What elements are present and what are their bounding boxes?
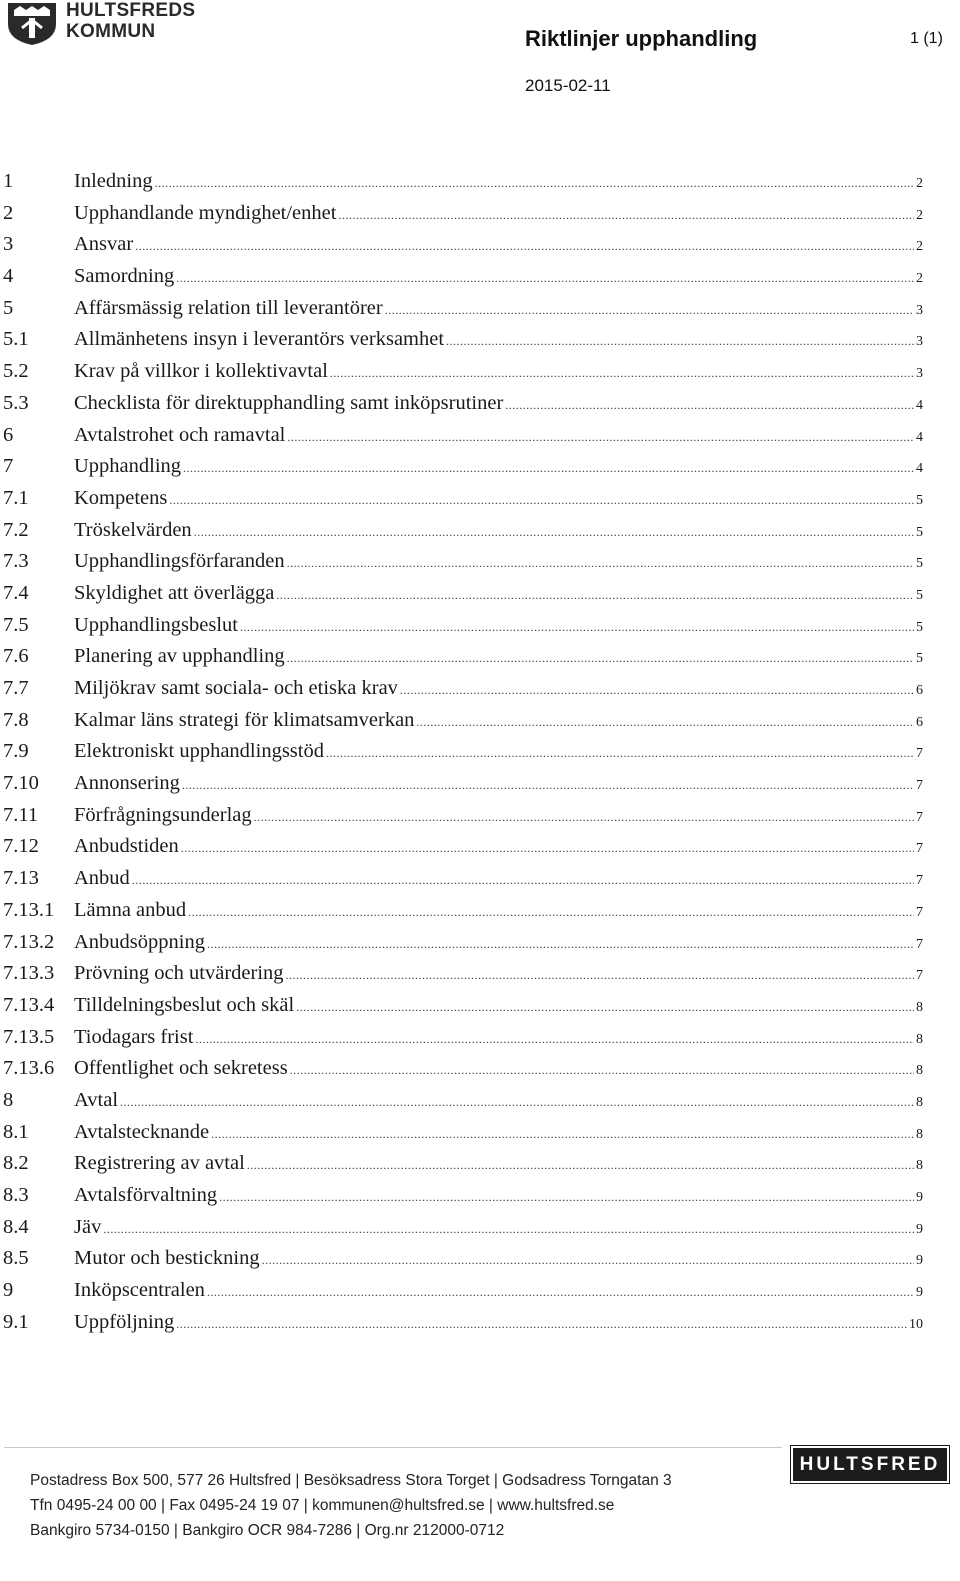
toc-entry[interactable] [3, 931, 923, 963]
toc-entry[interactable] [3, 487, 923, 519]
toc-entry-number: 7.13.3 [3, 962, 55, 985]
toc-entry-title: Avtalsförvaltning [74, 1184, 218, 1206]
toc-entry-page: 7 [916, 778, 923, 794]
toc-entry-number: 7.3 [3, 550, 29, 573]
toc-dot-leader [287, 556, 914, 571]
toc-dot-leader [211, 1127, 914, 1142]
toc-dot-leader [330, 366, 914, 381]
toc-entry-number: 5 [3, 296, 14, 319]
toc-entry-title: Prövning och utvärdering [74, 962, 284, 985]
toc-entry-title: Anbudstiden [74, 835, 179, 858]
footer-divider [4, 1447, 782, 1448]
toc-entry-number: 7.4 [3, 581, 29, 604]
toc-entry-page: 6 [916, 714, 923, 730]
toc-entry-title: Tilldelningsbeslut och skäl [74, 993, 295, 1016]
toc-entry-title: Registrering av avtal [74, 1152, 245, 1175]
toc-entry-number: 7.2 [3, 518, 29, 541]
toc-dot-leader [400, 683, 914, 698]
toc-entry[interactable] [3, 1121, 923, 1153]
toc-entry[interactable] [3, 392, 923, 424]
toc-entry-title: Upphandlingsförfaranden [74, 550, 285, 573]
toc-dot-leader [155, 176, 914, 191]
toc-entry-number: 5.1 [3, 328, 29, 351]
toc-entry-page: 5 [916, 587, 923, 603]
toc-entry-number: 7.12 [3, 835, 39, 858]
toc-entry-title: Upphandling [74, 455, 182, 478]
toc-entry-number: 5.2 [3, 360, 29, 383]
toc-entry-title: Offentlighet och sekretess [74, 1057, 288, 1080]
toc-dot-leader [247, 1158, 914, 1173]
toc-entry-title: Krav på villkor i kollektivavtal [74, 360, 328, 383]
toc-entry-title: Planering av upphandling [74, 645, 285, 668]
toc-entry-page: 3 [916, 334, 923, 350]
toc-entry-number: 7.13 [3, 867, 39, 890]
toc-dot-leader [276, 588, 914, 603]
toc-entry-title: Kompetens [74, 486, 168, 509]
toc-entry-number: 7.13.5 [3, 1025, 55, 1048]
toc-entry[interactable] [3, 1279, 923, 1311]
toc-entry-page: 5 [916, 492, 923, 508]
toc-entry-number: 8.3 [3, 1184, 29, 1206]
toc-entry-number: 7.13.4 [3, 993, 55, 1016]
toc-entry-number: 7.8 [3, 708, 29, 731]
logo-wordmark [66, 0, 195, 42]
toc-dot-leader [194, 525, 914, 540]
toc-entry-page: 2 [916, 271, 923, 287]
toc-entry-title: Upphandlingsbeslut [74, 613, 238, 636]
toc-entry-title: Uppföljning [74, 1310, 175, 1333]
toc-entry-number: 7.9 [3, 740, 29, 763]
toc-entry[interactable] [3, 265, 923, 297]
toc-entry-number: 7 [3, 455, 14, 478]
logo-line-1: HULTSFREDS [66, 0, 196, 21]
toc-entry[interactable] [3, 1026, 923, 1058]
toc-entry-page: 7 [916, 809, 923, 825]
toc-entry[interactable] [3, 1089, 923, 1121]
toc-dot-leader [296, 1000, 914, 1015]
document-date: 2015-02-11 [525, 76, 611, 95]
toc-entry[interactable] [3, 962, 923, 994]
toc-entry-page: 5 [916, 619, 923, 635]
toc-entry[interactable] [3, 1216, 923, 1248]
toc-dot-leader [207, 937, 914, 952]
toc-entry-number: 8.5 [3, 1247, 29, 1270]
toc-entry-number: 7.5 [3, 613, 29, 636]
toc-entry-page: 7 [916, 873, 923, 889]
toc-dot-leader [188, 905, 914, 920]
footer-bank-line: Bankgiro 5734-0150 | Bankgiro OCR 984-7286 | Org.nr 212000-0712 [30, 1522, 505, 1539]
toc-dot-leader [169, 493, 914, 508]
toc-entry-number: 8.4 [3, 1215, 29, 1238]
toc-entry-page: 5 [916, 556, 923, 572]
toc-entry-title: Anbud [74, 867, 130, 890]
toc-entry-page: 8 [916, 1031, 923, 1047]
toc-entry[interactable] [3, 867, 923, 899]
toc-entry-page: 3 [916, 366, 923, 382]
toc-entry[interactable] [3, 360, 923, 392]
toc-entry[interactable] [3, 328, 923, 360]
toc-entry-title: Avtalstecknande [74, 1120, 210, 1143]
toc-dot-leader [262, 1253, 914, 1268]
toc-entry-title: Kalmar läns strategi för klimatsamverkan [74, 708, 415, 731]
toc-dot-leader [219, 1190, 914, 1205]
toc-entry-page: 8 [916, 999, 923, 1015]
toc-dot-leader [338, 208, 914, 223]
toc-entry-number: 3 [3, 233, 14, 256]
toc-dot-leader [287, 430, 914, 445]
coat-of-arms-icon [4, 0, 60, 46]
toc-entry[interactable] [3, 1311, 923, 1343]
toc-entry-title: Avtalstrohet och ramavtal [74, 423, 286, 446]
toc-entry-page: 9 [916, 1221, 923, 1237]
toc-entry-title: Lämna anbud [74, 898, 187, 921]
toc-entry[interactable] [3, 994, 923, 1026]
footer-contact-info [30, 1468, 672, 1543]
toc-entry-number: 7.11 [3, 803, 39, 826]
toc-dot-leader [132, 873, 914, 888]
toc-dot-leader [287, 651, 914, 666]
toc-entry[interactable] [3, 1247, 923, 1279]
toc-entry[interactable] [3, 645, 923, 677]
toc-dot-leader [505, 398, 914, 413]
toc-entry-page: 5 [916, 524, 923, 540]
toc-dot-leader [286, 968, 914, 983]
toc-dot-leader [326, 746, 914, 761]
toc-entry[interactable] [3, 455, 923, 487]
toc-dot-leader [240, 620, 914, 635]
toc-entry-title: Upphandlande myndighet/enhet [74, 201, 337, 224]
toc-entry-page: 2 [916, 207, 923, 223]
toc-entry-title: Förfrågningsunderlag [74, 803, 252, 826]
toc-entry-page: 7 [916, 968, 923, 984]
toc-entry-page: 6 [916, 683, 923, 698]
toc-entry-page: 8 [916, 1158, 923, 1174]
toc-entry-page: 4 [916, 461, 923, 477]
toc-dot-leader [176, 1317, 907, 1332]
toc-entry-number: 8 [3, 1088, 14, 1111]
toc-dot-leader [103, 1222, 914, 1237]
toc-entry-page: 3 [916, 302, 923, 318]
municipality-logo [4, 0, 195, 46]
toc-entry[interactable] [3, 519, 923, 551]
toc-entry-title: Tröskelvärden [74, 518, 192, 541]
toc-entry-title: Annonsering [74, 772, 180, 795]
toc-entry-number: 7.1 [3, 486, 29, 509]
toc-entry-page: 2 [916, 176, 923, 191]
toc-entry[interactable] [3, 582, 923, 614]
toc-entry-page: 5 [916, 651, 923, 667]
document-title: Riktlinjer upphandling [525, 26, 758, 51]
toc-entry-number: 7.6 [3, 645, 29, 668]
footer-logo: HULTSFRED [791, 1446, 949, 1483]
toc-entry-title: Checklista för direktupphandling samt inköpsrutiner [74, 391, 504, 414]
toc-entry-title: Anbudsöppning [74, 930, 205, 953]
toc-dot-leader [195, 1032, 914, 1047]
toc-entry-number: 4 [3, 265, 14, 288]
toc-dot-leader [207, 1285, 914, 1300]
toc-entry-page: 7 [916, 841, 923, 857]
toc-entry[interactable] [3, 297, 923, 329]
toc-entry-title: Avtal [74, 1088, 119, 1111]
logo-line-2: KOMMUN [66, 21, 156, 42]
toc-entry-page: 8 [916, 1063, 923, 1079]
toc-entry[interactable] [3, 233, 923, 265]
toc-entry-page: 9 [916, 1190, 923, 1205]
toc-dot-leader [183, 461, 914, 476]
toc-dot-leader [446, 334, 914, 349]
toc-dot-leader [416, 715, 914, 730]
toc-entry[interactable] [3, 677, 923, 709]
toc-entry-title: Inköpscentralen [74, 1279, 205, 1302]
toc-entry[interactable] [3, 804, 923, 836]
toc-entry-number: 7.13.2 [3, 930, 55, 953]
table-of-contents [3, 170, 923, 1342]
toc-entry[interactable] [3, 202, 923, 234]
toc-entry-page: 7 [916, 936, 923, 952]
toc-entry-title: Elektroniskt upphandlingsstöd [74, 740, 324, 763]
toc-entry-title: Affärsmässig relation till leverantörer [74, 296, 383, 319]
toc-entry-page: 7 [916, 904, 923, 920]
toc-entry-page: 9 [916, 1285, 923, 1301]
toc-entry-number: 5.3 [3, 391, 29, 414]
toc-entry-title: Miljökrav samt sociala- och etiska krav [74, 677, 398, 699]
toc-entry[interactable] [3, 1152, 923, 1184]
toc-dot-leader [176, 271, 914, 286]
toc-entry[interactable] [3, 1057, 923, 1089]
toc-entry-number: 9 [3, 1279, 14, 1302]
toc-dot-leader [254, 810, 914, 825]
toc-entry[interactable] [3, 170, 923, 202]
toc-entry-title: Ansvar [74, 233, 134, 256]
toc-dot-leader [120, 1095, 914, 1110]
toc-entry-title: Inledning [74, 170, 153, 192]
toc-entry-page: 4 [916, 397, 923, 413]
toc-entry-number: 7.13.1 [3, 898, 55, 921]
toc-entry-page: 8 [916, 1094, 923, 1110]
toc-entry-title: Tiodagars frist [74, 1025, 194, 1048]
toc-entry-title: Samordning [74, 265, 175, 288]
toc-entry[interactable] [3, 835, 923, 867]
toc-entry-number: 9.1 [3, 1310, 29, 1333]
toc-entry-page: 2 [916, 239, 923, 255]
toc-entry[interactable] [3, 614, 923, 646]
toc-entry-page: 7 [916, 746, 923, 762]
toc-entry-number: 6 [3, 423, 14, 446]
toc-entry-number: 7.13.6 [3, 1057, 55, 1080]
toc-entry-page: 4 [916, 429, 923, 445]
toc-entry-number: 2 [3, 201, 14, 224]
toc-entry-number: 7.10 [3, 772, 39, 795]
toc-dot-leader [385, 303, 914, 318]
toc-entry[interactable] [3, 740, 923, 772]
toc-entry-page: 9 [916, 1253, 923, 1269]
toc-dot-leader [290, 1063, 914, 1078]
toc-entry[interactable] [3, 899, 923, 931]
toc-entry[interactable] [3, 1184, 923, 1216]
toc-dot-leader [182, 778, 914, 793]
toc-entry-number: 8.1 [3, 1120, 29, 1143]
footer-contact-line: Tfn 0495-24 00 00 | Fax 0495-24 19 07 | kommunen@hultsfred.se | www.hultsfred.se [30, 1497, 615, 1514]
toc-entry-title: Jäv [74, 1215, 102, 1238]
toc-dot-leader [135, 239, 914, 254]
toc-entry-title: Skyldighet att överlägga [74, 581, 275, 604]
toc-entry[interactable] [3, 550, 923, 582]
toc-entry[interactable] [3, 772, 923, 804]
toc-dot-leader [181, 841, 914, 856]
toc-entry-number: 1 [3, 170, 14, 192]
toc-entry-number: 7.7 [3, 677, 29, 699]
toc-entry-page: 10 [909, 1316, 923, 1332]
toc-entry[interactable] [3, 709, 923, 741]
toc-entry-number: 8.2 [3, 1152, 29, 1175]
page-number: 1 (1) [910, 30, 943, 47]
toc-entry-title: Mutor och bestickning [74, 1247, 260, 1270]
toc-entry-page: 8 [916, 1126, 923, 1142]
toc-entry-title: Allmänhetens insyn i leverantörs verksamhet [74, 328, 445, 351]
toc-entry[interactable] [3, 424, 923, 456]
footer-address-line: Postadress Box 500, 577 26 Hultsfred | Besöksadress Stora Torget | Godsadress Torngatan 3 [30, 1472, 672, 1489]
